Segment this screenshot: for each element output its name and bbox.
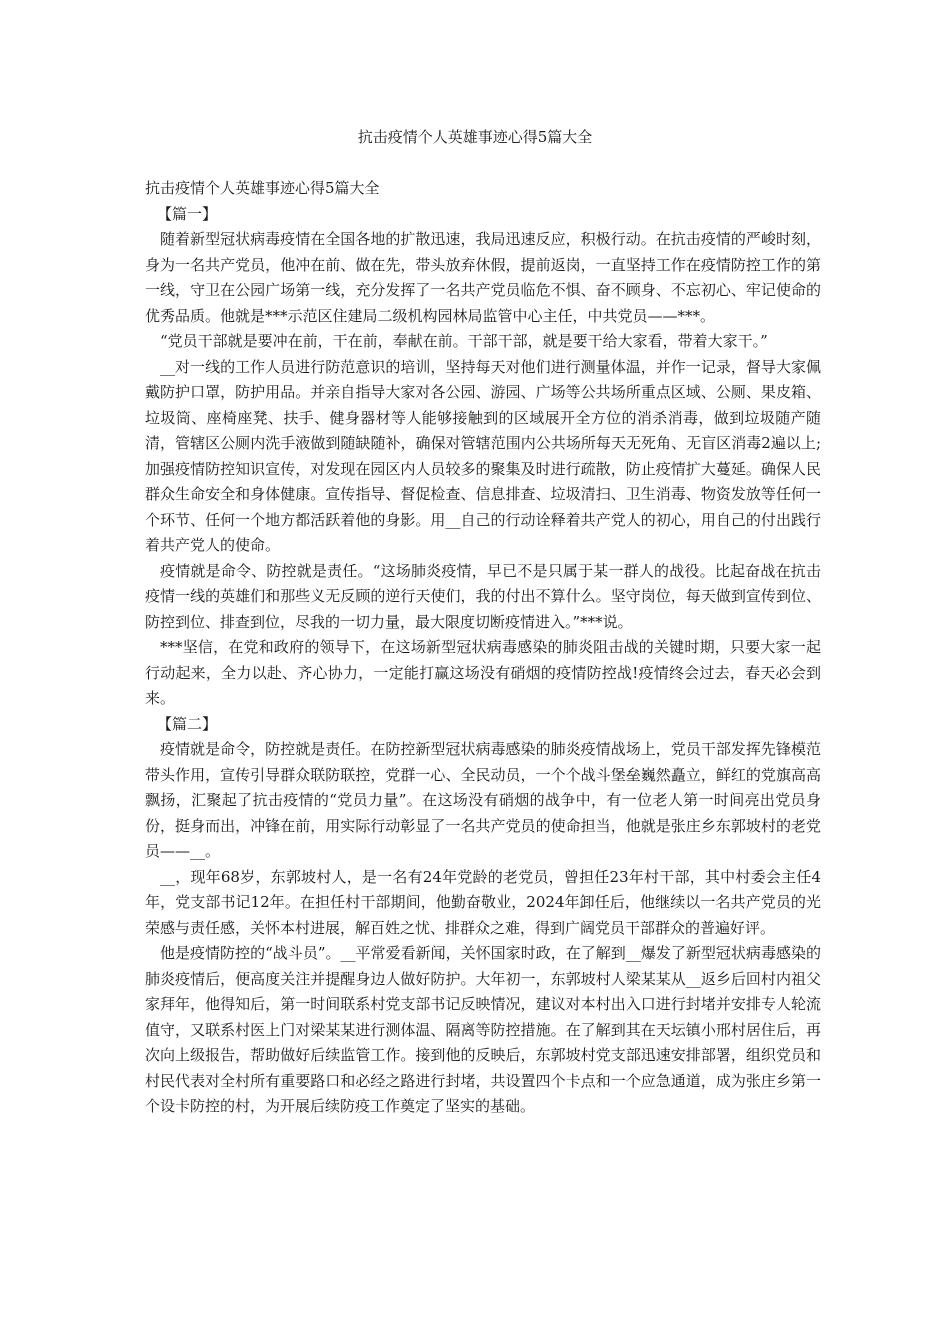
document-body bbox=[145, 176, 821, 1120]
document-subtitle: 抗击疫情个人英雄事迹心得5篇大全 bbox=[145, 179, 380, 197]
section-1-paragraph-5: ***坚信，在党和政府的领导下，在这场新型冠状病毒感染的肺炎阻击战的关键时期，只要大家一起行动起来，全力以赴、齐心协力，一定能打赢这场没有硝烟的疫情防控战!疫情终会过去，春天必会到来。 bbox=[145, 638, 821, 707]
section-2-paragraph-2: __，现年68岁，东郭坡村人，是一名有24年党龄的老党员，曾担任23年村干部，其中村委会主任4年，党支部书记12年。在担任村干部期间，他勤奋敬业，2024年卸任后，他继续以一名共产党员的光荣感与责任感，关怀本村进展，解百姓之忧、排群众之难，得到广阔党员干部群众的普遍好评。 bbox=[145, 867, 821, 937]
section-label-1: 【篇一】 bbox=[157, 204, 218, 223]
section-1-paragraph-3: __对一线的工作人员进行防范意识的培训，坚持每天对他们进行测量体温，并作一记录，督导大家佩戴防护口罩，防护用品。并亲自指导大家对各公园、游园、广场等公共场所重点区域、公厕、果皮箱、垃圾筒、座椅座凳、扶手、健身器材等人能够接触到的区域展开全方位的消杀消毒，做到垃圾随产随清，管辖区公厕内洗手液做到随缺随补，确保对管辖范围内公共场所每天无死角、无盲区消毒2遍以上;加强疫情防控知识宣传，对发现在园区内人员较多的聚集及时进行疏散，防止疫情扩大蔓延。确保人民群众生命安全和身体健康。宣传指导、督促检查、信息排查、垃圾清扫、卫生消毒、物资发放等任何一个环节、任何一个地方都活跃着他的身影。用__自己的行动诠释着共产党人的初心，用自己的付出践行着共产党人的使命。 bbox=[145, 357, 821, 554]
section-2-paragraph-1: 疫情就是命令，防控就是责任。在防控新型冠状病毒感染的肺炎疫情战场上，党员干部发挥先锋模范带头作用，宣传引导群众联防联控，党群一心、全民动员，一个个战斗堡垒巍然矗立，鲜红的党旗高高飘扬，汇聚起了抗击疫情的“党员力量”。在这场没有硝烟的战争中，有一位老人第一时间亮出党员身份，挺身而出，冲锋在前，用实际行动彰显了一名共产党员的使命担当，他就是张庄乡东郭坡村的老党员——__。 bbox=[145, 740, 821, 860]
section-1-paragraph-4: 疫情就是命令、防控就是责任。“这场肺炎疫情，早已不是只属于某一群人的战役。比起奋战在抗击疫情一线的英雄们和那些义无反顾的逆行天使们，我的付出不算什么。坚守岗位，每天做到宣传到位、防控到位、排查到位，尽我的一切力量，最大限度切断疫情进入。”***说。 bbox=[145, 561, 821, 631]
section-2-paragraph-3: 他是疫情防控的“战斗员”。__平常爱看新闻，关怀国家时政，在了解到__爆发了新型冠状病毒感染的肺炎疫情后，便高度关注并提醒身边人做好防护。大年初一，东郭坡村人梁某某从__返乡后回村内祖父家拜年，他得知后，第一时间联系村党支部书记反映情况，建议对本村出入口进行封堵并安排专人轮流值守，又联系村医上门对梁某某进行测体温、隔离等防控措施。在了解到其在天坛镇小邢村居住后，再次向上级报告，帮助做好后续监管工作。接到他的反映后，东郭坡村党支部迅速安排部署，组织党员和村民代表对全村所有重要路口和必经之路进行封堵，共设置四个卡点和一个应急通道，成为张庄乡第一个设卡防控的村，为开展后续防疫工作奠定了坚实的基础。 bbox=[145, 944, 821, 1115]
section-1-paragraph-1: 随着新型冠状病毒疫情在全国各地的扩散迅速，我局迅速反应，积极行动。在抗击疫情的严峻时刻，身为一名共产党员，他冲在前、做在先，带头放弃休假，提前返岗，一直坚持工作在疫情防控工作的第一线，守卫在公园广场第一线，充分发挥了一名共产党员临危不惧、奋不顾身、不忘初心、牢记使命的优秀品质。他就是***示范区住建局二级机构园林局监管中心主任，中共党员——***。 bbox=[145, 230, 821, 325]
document-title: 抗击疫情个人英雄事迹心得5篇大全 bbox=[357, 128, 593, 146]
section-1-paragraph-2: “党员干部就是要冲在前，干在前，奉献在前。干部干部，就是要干给大家看，带着大家干。” bbox=[160, 332, 768, 350]
section-label-2: 【篇二】 bbox=[157, 714, 218, 733]
